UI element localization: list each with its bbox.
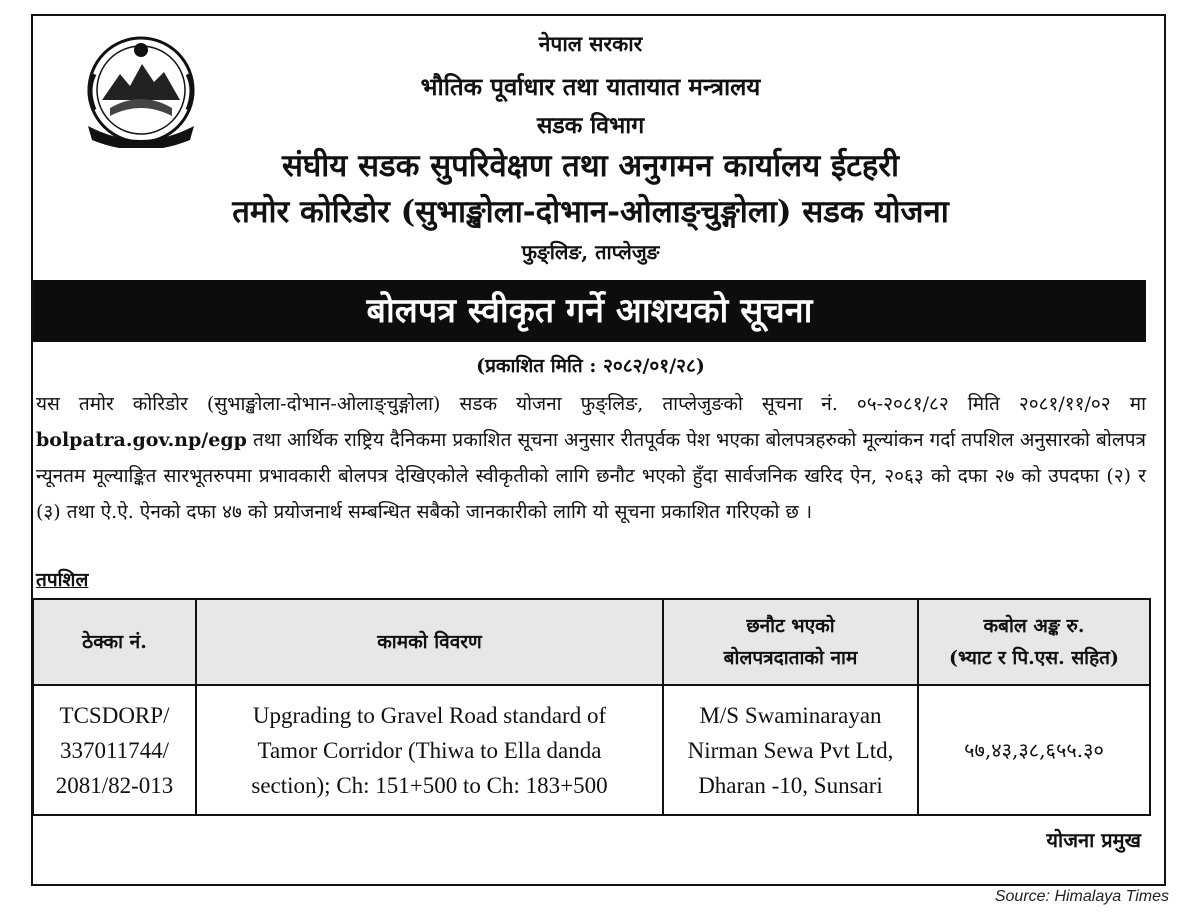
header-location: फुङ्लिङ, ताप्लेजुङ <box>521 240 660 264</box>
cell-bidder-name: M/S Swaminarayan Nirman Sewa Pvt Ltd, Dharan -10, Sunsari <box>663 685 918 815</box>
signatory: योजना प्रमुख <box>1046 828 1141 852</box>
notice-title-banner: बोलपत्र स्वीकृत गर्ने आशयको सूचना <box>33 280 1146 342</box>
header-bidder-name: छनौट भएको बोलपत्रदाताको नाम <box>663 599 918 685</box>
table-row <box>33 685 1150 815</box>
bolpatra-url: bolpatra.gov.np/egp <box>36 429 247 451</box>
schedule-label: तपशिल <box>36 569 89 591</box>
cell-contract-no: TCSDORP/ 337011744/ 2081/82-013 <box>33 685 196 815</box>
published-date: (प्रकाशित मिति : २०८२/०१/२८) <box>476 355 705 377</box>
contract-table <box>32 598 1151 816</box>
notice-body <box>36 386 1146 530</box>
header-government: नेपाल सरकार <box>538 31 643 56</box>
header-contract-no: ठेक्का नं. <box>33 599 196 685</box>
body-part-2: तथा आर्थिक राष्ट्रिय दैनिकमा प्रकाशित सूचना अनुसार रीतपूर्वक पेश भएका बोलपत्रहरुको मूल्यांकन गर्दा तपशिल अनुसारको बोलपत्र न्यूनतम मूल्याङ्कित सारभूतरुपमा प्रभावकारी बोलपत्र देखिएकोले स्वीकृतीको लागि छनौट भएको हुँदा सार्वजनिक खरिद ऐन, २०६३ को दफा २७ को उपदफा (२) र (३) तथा ऐ.ऐ. ऐनको दफा ४७ को प्रयोजनार्थ सम्बन्धित सबैको जानकारीको लागि यो सूचना प्रकाशित गरिएको छ । <box>36 429 1146 523</box>
source-credit: Source: Himalaya Times <box>994 888 1169 905</box>
header-work-description: कामको विवरण <box>196 599 663 685</box>
cell-bid-amount: ५७,४३,३८,६५५.३० <box>918 685 1150 815</box>
header-department: सडक विभाग <box>536 112 645 139</box>
header-bid-amount: कबोल अङ्क रु. (भ्याट र पि.एस. सहित) <box>918 599 1150 685</box>
body-part-1: यस तमोर कोरिडोर (सुभाङ्खोला-दोभान-ओलाङ्चुङ्गोला) सडक योजना फुङ्लिङ, ताप्लेजुङको सूचना नं. ०५-२०८१/८२ मिति २०८१/११/०२ मा <box>36 393 1146 415</box>
header-project: तमोर कोरिडोर (सुभाङ्खोला-दोभान-ओलाङ्चुङ्गोला) सडक योजना <box>232 194 949 230</box>
cell-work-description: Upgrading to Gravel Road standard of Tamor Corridor (Thiwa to Ella danda section); Ch: 151+500 to Ch: 183+500 <box>196 685 663 815</box>
header-office: संघीय सडक सुपरिवेक्षण तथा अनुगमन कार्यालय ईटहरी <box>282 148 899 184</box>
table-header-row <box>33 599 1150 685</box>
header-ministry: भौतिक पूर्वाधार तथा यातायात मन्त्रालय <box>420 72 761 101</box>
